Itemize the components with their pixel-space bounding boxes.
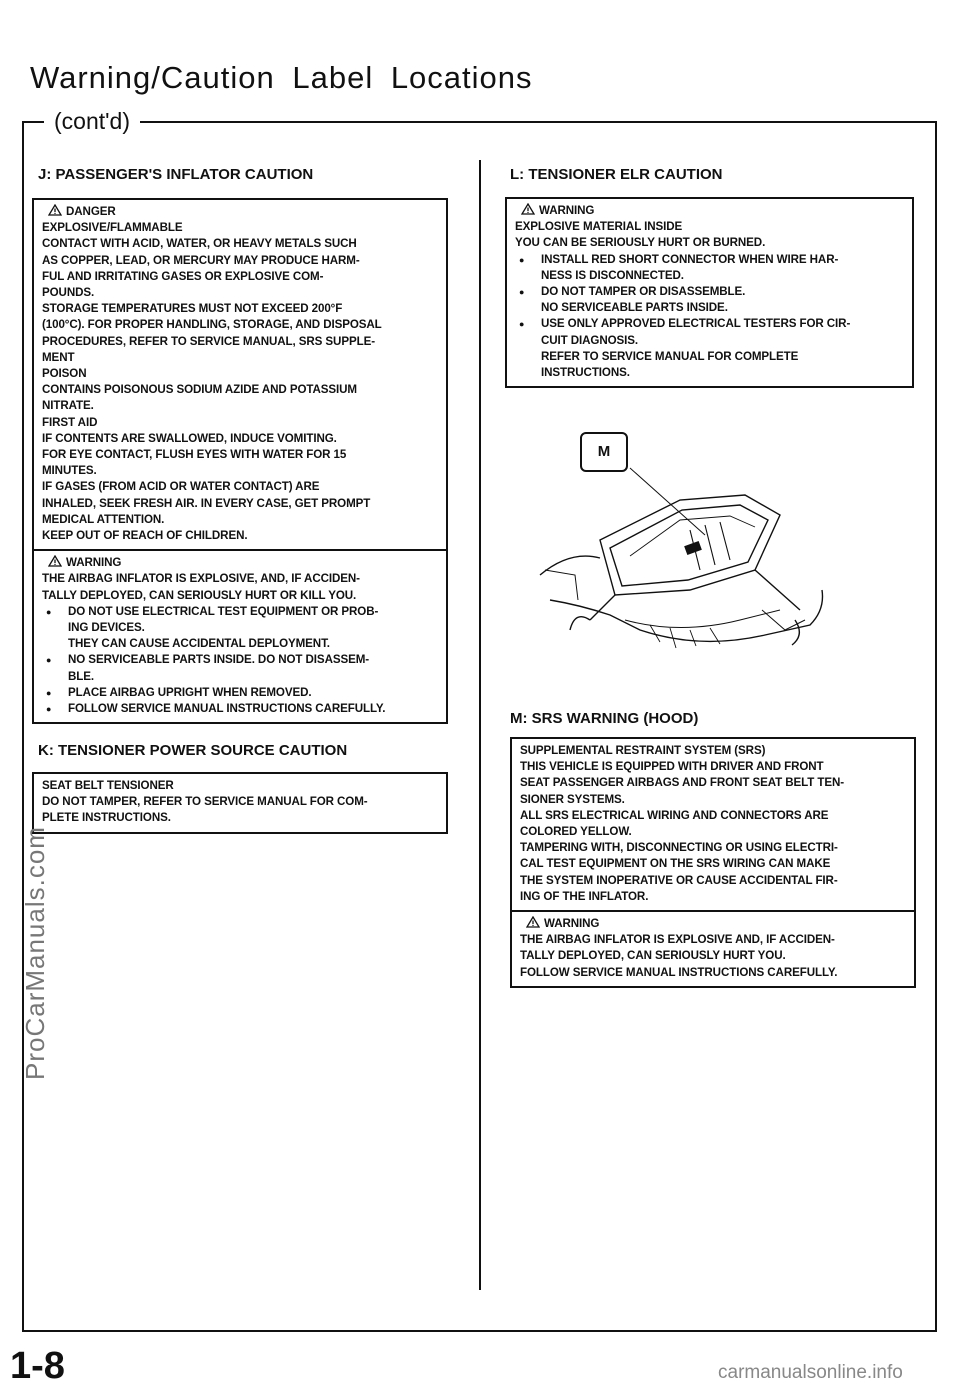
label-text-line: TALLY DEPLOYED, CAN SERIOUSLY HURT OR KILL YOU. (42, 588, 357, 602)
srs-hood-label (510, 737, 916, 988)
warning-title: WARNING (66, 556, 122, 570)
label-text-line: ING OF THE INFLATOR. (520, 889, 649, 903)
label-text-line: FIRST AID (42, 415, 98, 429)
bullet-item: ● DO NOT USE ELECTRICAL TEST EQUIPMENT OR PROB- (42, 604, 438, 620)
warning-text (515, 219, 904, 251)
label-text-line: CONTAINS POISONOUS SODIUM AZIDE AND POTASSIUM (42, 383, 357, 397)
bullet-continuation: ING DEVICES. (68, 621, 145, 635)
label-text-line: SEAT BELT TENSIONER (42, 779, 174, 792)
bullet-item: ● INSTALL RED SHORT CONNECTOR WHEN WIRE HAR- (515, 252, 904, 268)
warning-bullets (42, 604, 438, 717)
watermark-side: ProCarManuals.com (20, 826, 50, 1080)
label-text-line: NITRATE. (42, 399, 94, 413)
label-text-line: POISON (42, 367, 87, 381)
warning-triangle-icon (48, 555, 62, 567)
label-text-line: MEDICAL ATTENTION. (42, 512, 165, 526)
frame-bottom-border (22, 1330, 937, 1332)
bullet-continuation: THEY CAN CAUSE ACCIDENTAL DEPLOYMENT. (68, 637, 330, 651)
bullet-continuation: CUIT DIAGNOSIS. (541, 333, 639, 347)
warning-panel-l (507, 199, 912, 386)
label-text-line: IF GASES (FROM ACID OR WATER CONTACT) ARE (42, 480, 320, 494)
label-text-line: STORAGE TEMPERATURES MUST NOT EXCEED 200°F (42, 302, 343, 316)
label-text-line: YOU CAN BE SERIOUSLY HURT OR BURNED. (515, 236, 766, 250)
label-text-line: THIS VEHICLE IS EQUIPPED WITH DRIVER AND FRONT (520, 760, 824, 774)
page-title: Warning/Caution Label Locations (30, 60, 533, 95)
tensioner-power-label (32, 772, 448, 834)
bullet-item: ● DO NOT TAMPER OR DISASSEMBLE. (515, 284, 904, 300)
label-text-line: POUNDS. (42, 286, 95, 300)
warning-triangle-icon (526, 916, 540, 928)
passenger-inflator-label (32, 198, 448, 724)
label-text-line: INHALED, SEEK FRESH AIR. IN EVERY CASE, GET PROMPT (42, 496, 371, 510)
label-text-line: IF CONTENTS ARE SWALLOWED, INDUCE VOMITING. (42, 431, 337, 445)
danger-panel (34, 200, 446, 549)
section-j-heading: J: PASSENGER'S INFLATOR CAUTION (38, 166, 314, 183)
warning-title: WARNING (544, 917, 600, 931)
label-text-line: SEAT PASSENGER AIRBAGS AND FRONT SEAT BELT TEN- (520, 776, 845, 790)
danger-title: DANGER (66, 205, 116, 218)
bullet-continuation: NESS IS DISCONNECTED. (541, 268, 684, 282)
warning-triangle-icon (48, 204, 62, 216)
label-text-line: THE AIRBAG INFLATOR IS EXPLOSIVE, AND, IF ACCIDEN- (42, 572, 360, 586)
page-subtitle: (cont'd) (44, 108, 140, 135)
label-text-line: ALL SRS ELECTRICAL WIRING AND CONNECTORS ARE (520, 808, 829, 822)
label-text-line: MINUTES. (42, 464, 97, 478)
label-text-line: TAMPERING WITH, DISCONNECTING OR USING ELECTRI- (520, 841, 838, 855)
label-text-line: (100°C). FOR PROPER HANDLING, STORAGE, AND DISPOSAL (42, 318, 382, 332)
warning-panel-j (34, 549, 446, 722)
frame-top-border (22, 121, 937, 123)
warning-title-line (515, 203, 904, 219)
label-text-line: CONTACT WITH ACID, WATER, OR HEAVY METALS SUCH (42, 237, 357, 251)
label-text-line: THE AIRBAG INFLATOR IS EXPLOSIVE AND, IF ACCIDEN- (520, 933, 835, 947)
warning-title: WARNING (539, 204, 595, 217)
label-text-line: THE SYSTEM INOPERATIVE OR CAUSE ACCIDENTAL FIR- (520, 873, 838, 887)
frame-left-border (22, 121, 24, 1332)
label-text-line: PLETE INSTRUCTIONS. (42, 811, 171, 825)
label-text-line: PROCEDURES, REFER TO SERVICE MANUAL, SRS SUPPLE- (42, 334, 375, 348)
label-text-line: TALLY DEPLOYED, CAN SERIOUSLY HURT YOU. (520, 949, 786, 963)
label-text-line: CAL TEST EQUIPMENT ON THE SRS WIRING CAN MAKE (520, 857, 831, 871)
bullet-item: ● FOLLOW SERVICE MANUAL INSTRUCTIONS CAREFULLY. (42, 701, 438, 717)
label-text-line: FOLLOW SERVICE MANUAL INSTRUCTIONS CAREFULLY. (520, 965, 838, 979)
label-text-line: MENT (42, 350, 75, 364)
bullet-item: ● USE ONLY APPROVED ELECTRICAL TESTERS FOR CIR- (515, 316, 904, 332)
section-k-heading: K: TENSIONER POWER SOURCE CAUTION (38, 742, 348, 759)
section-l-heading: L: TENSIONER ELR CAUTION (510, 166, 723, 183)
open-hood-illustration (530, 460, 830, 670)
label-text-line: EXPLOSIVE/FLAMMABLE (42, 221, 183, 235)
tensioner-elr-label (505, 197, 914, 388)
danger-text (42, 220, 438, 544)
danger-title-line (42, 204, 438, 220)
column-divider (479, 160, 481, 1290)
bullet-continuation: BLE. (68, 669, 95, 683)
bullet-continuation: REFER TO SERVICE MANUAL FOR COMPLETE (541, 349, 799, 363)
label-text-line: FOR EYE CONTACT, FLUSH EYES WITH WATER FOR 15 (42, 448, 347, 462)
label-text-line: DO NOT TAMPER, REFER TO SERVICE MANUAL FOR COM- (42, 795, 368, 809)
warning-triangle-icon (521, 203, 535, 215)
bullet-item: ● PLACE AIRBAG UPRIGHT WHEN REMOVED. (42, 685, 438, 701)
warning-panel-m (512, 910, 914, 986)
bullet-continuation: NO SERVICEABLE PARTS INSIDE. (541, 301, 728, 315)
bullet-continuation: INSTRUCTIONS. (541, 366, 630, 380)
warning-text (42, 571, 438, 603)
srs-text (512, 739, 914, 910)
label-text-line: SUPPLEMENTAL RESTRAINT SYSTEM (SRS) (520, 744, 766, 757)
label-text-line: EXPLOSIVE MATERIAL INSIDE (515, 220, 683, 234)
tensioner-text (34, 774, 446, 832)
label-text-line: FUL AND IRRITATING GASES OR EXPLOSIVE COM- (42, 269, 324, 283)
callout-m: M (580, 432, 628, 472)
warning-bullets (515, 252, 904, 382)
warning-title-line (520, 916, 906, 932)
label-text-line: COLORED YELLOW. (520, 825, 632, 839)
frame-right-border (935, 121, 937, 1332)
section-m-heading: M: SRS WARNING (HOOD) (510, 710, 699, 727)
warning-text (520, 932, 906, 981)
warning-title-line (42, 555, 438, 571)
label-text-line: SIONER SYSTEMS. (520, 792, 625, 806)
bullet-item: ● NO SERVICEABLE PARTS INSIDE. DO NOT DISASSEM- (42, 652, 438, 668)
watermark-bottom: carmanualsonline.info (718, 1362, 903, 1383)
label-text-line: AS COPPER, LEAD, OR MERCURY MAY PRODUCE HARM- (42, 253, 360, 267)
label-text-line: KEEP OUT OF REACH OF CHILDREN. (42, 529, 248, 543)
page-number: 1-8 (10, 1345, 65, 1387)
